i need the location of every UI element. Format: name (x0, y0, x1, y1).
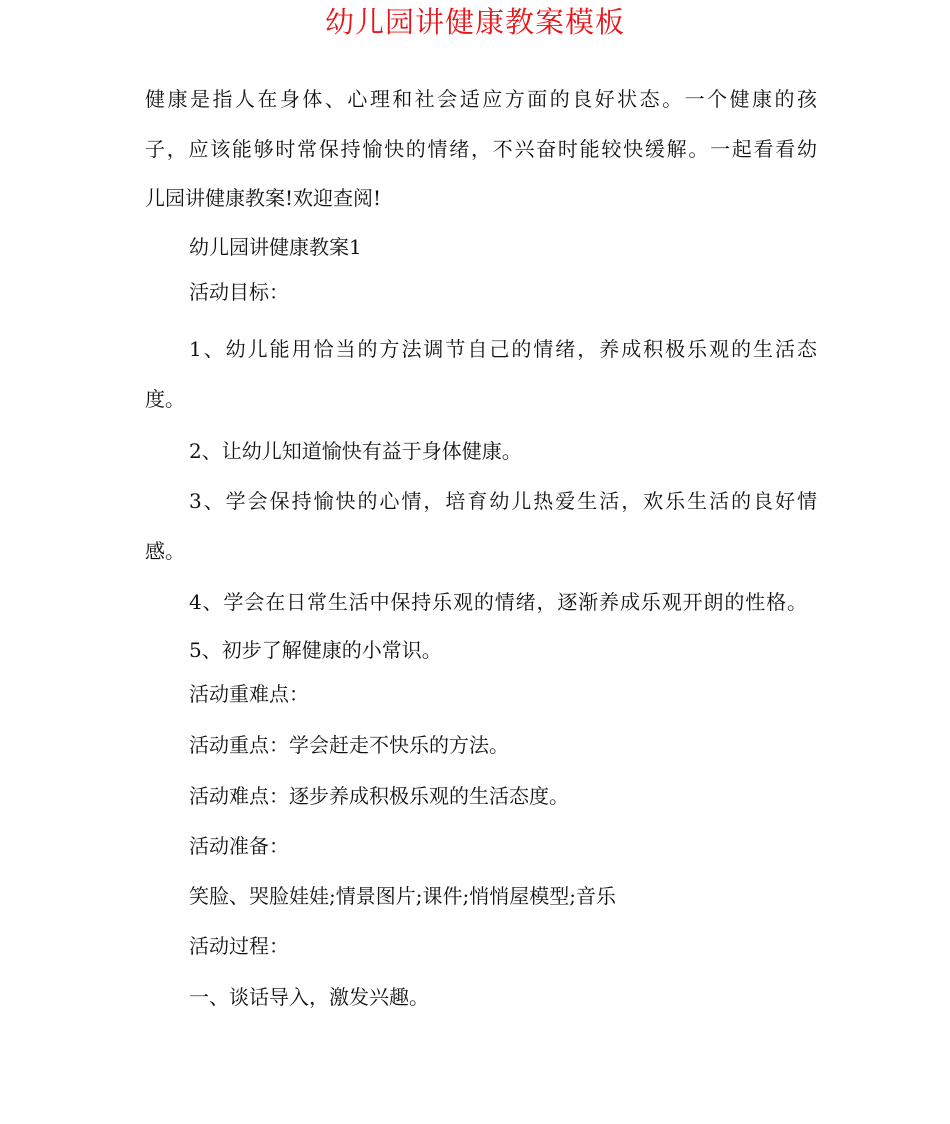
process-step-1: 一、谈话导入，激发兴趣。 (189, 985, 429, 1009)
goal-item-3-line-2: 感。 (145, 539, 185, 563)
goal-item-1-line-1: 1、幼儿能用恰当的方法调节自己的情绪，养成积极乐观的生活态 (189, 337, 817, 361)
goal-item-1-line-2: 度。 (145, 387, 185, 411)
key-point-difficulty: 活动难点：逐步养成积极乐观的生活态度。 (189, 784, 569, 808)
section-heading: 幼儿园讲健康教案1 (189, 235, 362, 259)
intro-line-3: 儿园讲健康教案!欢迎查阅! (145, 186, 382, 210)
intro-line-1: 健康是指人在身体、心理和社会适应方面的良好状态。一个健康的孩 (145, 87, 817, 111)
key-points-heading: 活动重难点： (189, 682, 309, 706)
document-title: 幼儿园讲健康教案模板 (324, 5, 625, 39)
goal-item-5: 5、初步了解健康的小常识。 (189, 638, 442, 662)
key-point-focus: 活动重点：学会赶走不快乐的方法。 (189, 733, 509, 757)
goal-item-4: 4、学会在日常生活中保持乐观的情绪，逐渐养成乐观开朗的性格。 (189, 590, 807, 614)
intro-line-2: 子，应该能够时常保持愉快的情绪，不兴奋时能较快缓解。一起看看幼 (145, 137, 817, 161)
goal-item-2: 2、让幼儿知道愉快有益于身体健康。 (189, 439, 522, 463)
preparation-heading: 活动准备： (189, 834, 289, 858)
goal-item-3-line-1: 3、学会保持愉快的心情，培育幼儿热爱生活，欢乐生活的良好情 (189, 489, 817, 513)
goals-heading: 活动目标： (189, 280, 289, 304)
process-heading: 活动过程： (189, 934, 289, 958)
preparation-materials: 笑脸、哭脸娃娃;情景图片;课件;悄悄屋模型;音乐 (189, 884, 616, 908)
